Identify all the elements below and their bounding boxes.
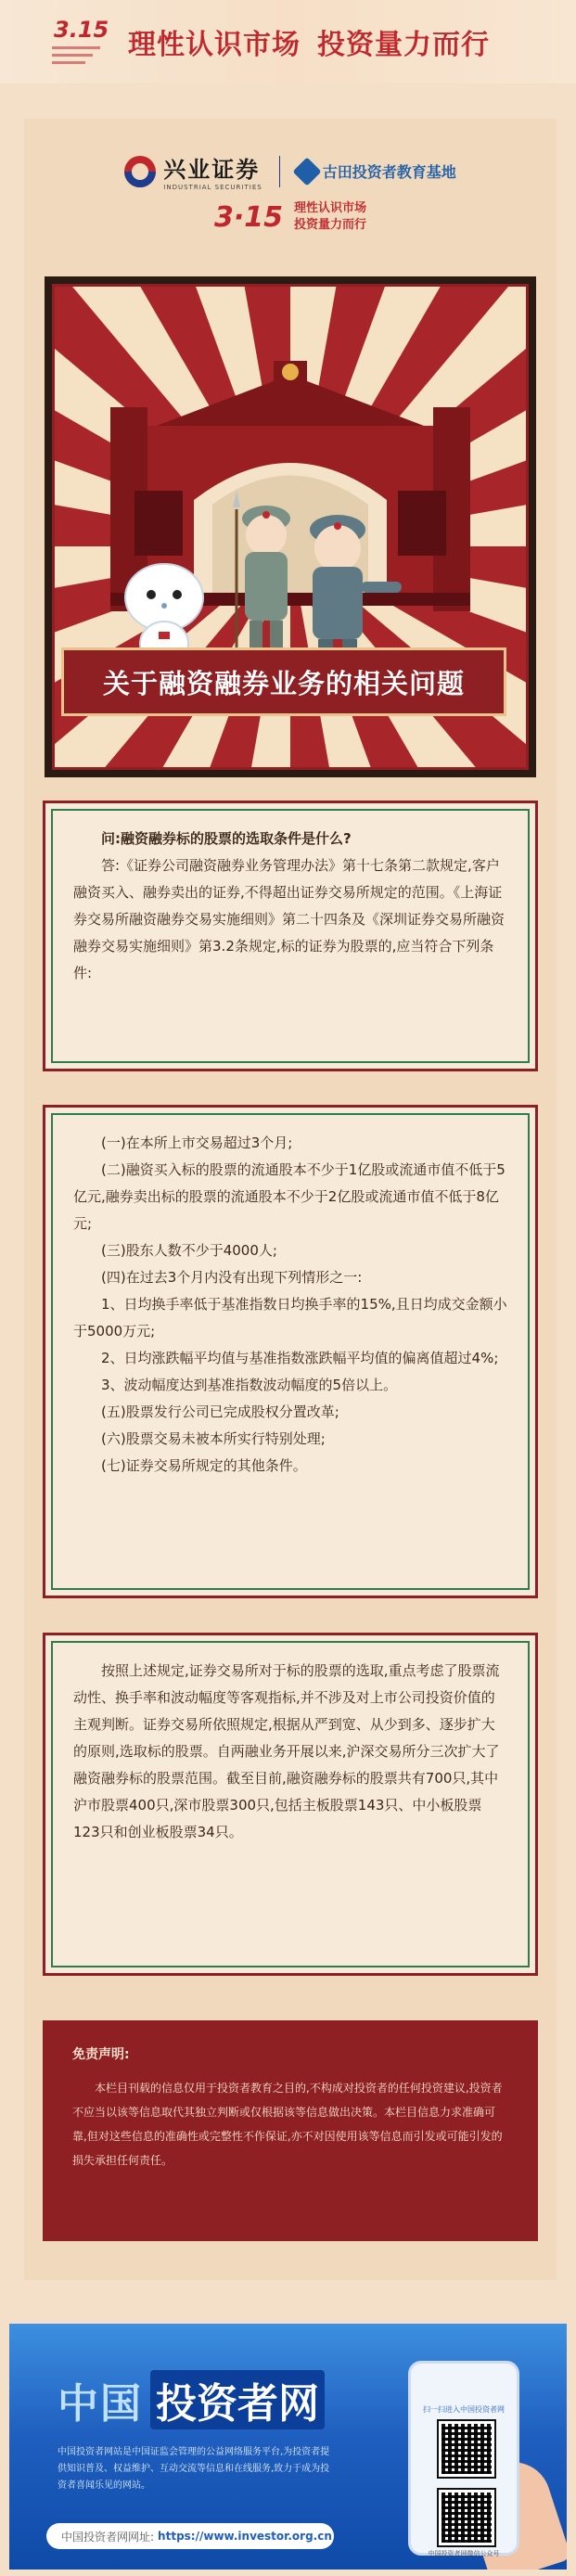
condition-item: (三)股东人数不少于4000人; — [101, 1242, 277, 1259]
url-label: 中国投资者网网址: — [61, 2530, 155, 2544]
condition-item: (六)股票交易未被本所实行特别处理; — [101, 1430, 326, 1447]
condition-item: 2、日均涨跌幅平均值与基准指数涨跌幅平均值的偏离值超过4%; — [101, 1350, 499, 1366]
phone-screen-caption: 中国投资者网微信公众号 — [428, 2550, 500, 2557]
partner-emblem-icon — [292, 157, 321, 186]
qr-code-icon[interactable] — [439, 2421, 494, 2477]
top-slogan-left: 理性认识市场 — [128, 29, 301, 61]
brand-name-cn: 兴业证券 — [163, 157, 261, 183]
investor-site-banner[interactable] — [9, 2324, 567, 2570]
investor-site-description: 中国投资者网站是中国证监会管理的公益网络服务平台,为投资者提供知识普及、权益维护、互动交流等信息和在线服务,致力于成为投资者喜闻乐见的网站。 — [58, 2447, 330, 2491]
top-banner — [0, 0, 576, 83]
answer-text: 答:《证券公司融资融券业务管理办法》第十七条第二款规定,客户融资买入、融券卖出的证券,不得超出证券交易所规定的范围。《上海证券交易所融资融券交易实施细则》第二十四条及《深圳证券交易所融资融券交易实施细则》第3.2条规定,标的证券为股票的,应当符合下列条件: — [73, 857, 506, 981]
qa-box — [43, 801, 538, 1071]
event-slogan — [24, 200, 557, 234]
disclaimer-heading: 免责声明: — [72, 2047, 130, 2062]
condition-item: (七)证券交易所规定的其他条件。 — [101, 1457, 307, 1474]
hero-illustration — [45, 276, 536, 777]
conditions-list — [51, 1113, 530, 1590]
condition-item: 1、日均换手率低于基准指数日均换手率的15%,且日均成交金额小于5000万元; — [73, 1296, 507, 1339]
condition-item: (二)融资买入标的股票的流通股本不少于1亿股或流通市值不低于5亿元,融券卖出标的股票的流通股本不少于2亿股或流通市值不低于8亿元; — [73, 1161, 506, 1232]
disclaimer-text: 本栏目刊载的信息仅用于投资者教育之目的,不构成对投资者的任何投资建议,投资者不应当以该等信息取代其独立判断或仅根据该等信息做出决策。本栏目信息力求准确可靠,但对这些信息的准确性或完整性不作保证,亦不对因使用该等信息而引发或可能引发的损失承担任何责任。 — [72, 2082, 503, 2167]
brand-emblem-icon — [124, 156, 156, 187]
main-card — [24, 119, 557, 2280]
event-badge — [48, 13, 108, 70]
explanation-text: 按照上述规定,证券交易所对于标的股票的选取,重点考虑了股票流动性、换手率和波动幅度等客观指标,并不涉及对上市公司投资价值的主观判断。证券交易所依照规定,根据从严到宽、从少到多、逐步扩大的原则,选取标的股票。自两融业务开展以来,沪深交易所分三次扩大了融资融券标的股票范围。截至目前,融资融券标的股票共有700只,其中沪市股票400只,深市股票300只,包括主板股票143只、中小板股票123只和创业板股票34只。 — [73, 1662, 500, 1840]
disclaimer-box — [43, 2020, 538, 2241]
event-slogan-line2: 投资量力而行 — [294, 218, 367, 232]
event-slogan-line1: 理性认识市场 — [294, 201, 367, 215]
explanation-box — [43, 1633, 538, 1976]
investor-site-title — [58, 2370, 325, 2429]
brand-name-en: INDUSTRIAL SECURITIES — [163, 184, 262, 191]
brand-logo — [124, 151, 262, 191]
event-number: 3·15 — [213, 200, 283, 234]
condition-item: (四)在过去3个月内没有出现下列情形之一: — [101, 1269, 363, 1286]
condition-item: (五)股票发行公司已完成股权分置改革; — [101, 1403, 339, 1420]
logo-divider — [279, 156, 280, 187]
investor-site-title-b: 投资者网 — [150, 2370, 325, 2429]
investor-site-url[interactable] — [46, 2523, 334, 2549]
illustration-title: 关于融资融券业务的相关问题 — [102, 667, 465, 699]
illustration-title-bar — [61, 647, 506, 716]
top-slogan — [128, 21, 490, 62]
condition-item: 3、波动幅度达到基准指数波动幅度的5倍以上。 — [101, 1377, 398, 1393]
qr-code-icon[interactable] — [439, 2490, 494, 2545]
condition-item: (一)在本所上市交易超过3个月; — [101, 1134, 293, 1151]
partner-logo — [297, 160, 456, 182]
logo-row — [24, 151, 557, 191]
partner-name: 古田投资者教育基地 — [322, 163, 456, 181]
phone-mockup — [408, 2361, 519, 2556]
url-link[interactable]: https://www.investor.org.cn — [158, 2530, 332, 2543]
event-badge-number: 3.15 — [54, 17, 109, 43]
conditions-box — [43, 1105, 538, 1598]
investor-site-title-a: 中国 — [58, 2380, 143, 2428]
question-text: 问:融资融券标的股票的选取条件是什么? — [101, 830, 352, 847]
top-slogan-right: 投资量力而行 — [317, 29, 490, 61]
phone-screen-title: 扫一扫进入中国投资者网 — [423, 2405, 505, 2414]
